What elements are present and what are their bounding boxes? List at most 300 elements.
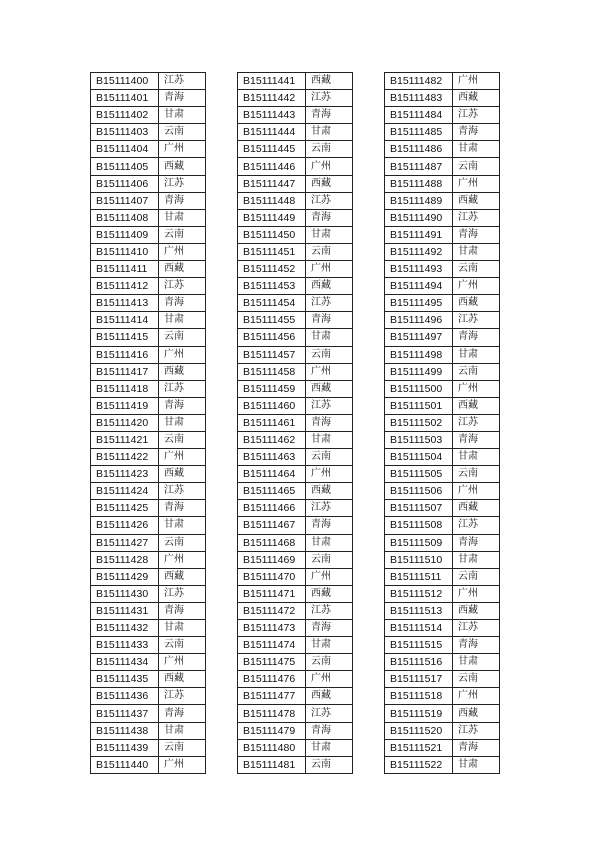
table-row — [385, 397, 500, 414]
table-row — [91, 124, 206, 141]
region-cell: 西藏 — [159, 261, 206, 278]
code-cell: B15111513 — [385, 602, 453, 619]
region-cell: 青海 — [453, 431, 500, 448]
code-cell: B15111438 — [91, 722, 159, 739]
code-cell: B15111516 — [385, 654, 453, 671]
code-cell: B15111434 — [91, 654, 159, 671]
region-cell: 甘肃 — [453, 243, 500, 260]
code-cell: B15111412 — [91, 278, 159, 295]
code-cell: B15111470 — [238, 568, 306, 585]
table-row — [238, 380, 353, 397]
code-cell: B15111464 — [238, 466, 306, 483]
code-cell: B15111410 — [91, 243, 159, 260]
code-cell: B15111494 — [385, 278, 453, 295]
code-cell: B15111424 — [91, 483, 159, 500]
region-cell: 云南 — [159, 124, 206, 141]
table-row — [385, 449, 500, 466]
region-cell: 江苏 — [453, 312, 500, 329]
region-cell: 广州 — [306, 466, 353, 483]
region-cell: 青海 — [159, 397, 206, 414]
table-row — [238, 295, 353, 312]
region-cell: 江苏 — [306, 602, 353, 619]
code-cell: B15111472 — [238, 602, 306, 619]
region-cell: 西藏 — [306, 175, 353, 192]
region-cell: 江苏 — [453, 722, 500, 739]
region-cell: 江苏 — [306, 295, 353, 312]
code-cell: B15111466 — [238, 500, 306, 517]
table-row — [385, 175, 500, 192]
table-row — [91, 73, 206, 90]
code-cell: B15111407 — [91, 192, 159, 209]
code-cell: B15111443 — [238, 107, 306, 124]
code-cell: B15111406 — [91, 175, 159, 192]
code-cell: B15111519 — [385, 705, 453, 722]
region-cell: 江苏 — [159, 688, 206, 705]
code-region-table-3 — [384, 72, 500, 774]
region-cell: 甘肃 — [306, 534, 353, 551]
table-row — [238, 192, 353, 209]
table-row — [91, 90, 206, 107]
table-row — [238, 141, 353, 158]
region-cell: 西藏 — [453, 192, 500, 209]
region-cell: 广州 — [159, 243, 206, 260]
region-cell: 甘肃 — [306, 637, 353, 654]
region-cell: 广州 — [453, 585, 500, 602]
code-cell: B15111458 — [238, 363, 306, 380]
table-row — [91, 585, 206, 602]
code-cell: B15111444 — [238, 124, 306, 141]
region-cell: 甘肃 — [453, 346, 500, 363]
region-cell: 江苏 — [159, 380, 206, 397]
code-cell: B15111418 — [91, 380, 159, 397]
region-cell: 甘肃 — [159, 517, 206, 534]
table-row — [91, 671, 206, 688]
code-cell: B15111505 — [385, 466, 453, 483]
region-cell: 江苏 — [159, 278, 206, 295]
code-cell: B15111474 — [238, 637, 306, 654]
region-cell: 青海 — [159, 705, 206, 722]
table-row — [238, 585, 353, 602]
region-cell: 云南 — [306, 243, 353, 260]
table-row — [385, 483, 500, 500]
region-cell: 甘肃 — [453, 756, 500, 773]
code-cell: B15111441 — [238, 73, 306, 90]
region-cell: 甘肃 — [159, 722, 206, 739]
code-cell: B15111508 — [385, 517, 453, 534]
region-cell: 广州 — [453, 278, 500, 295]
table-row — [91, 175, 206, 192]
code-cell: B15111445 — [238, 141, 306, 158]
region-cell: 江苏 — [159, 175, 206, 192]
code-cell: B15111512 — [385, 585, 453, 602]
region-cell: 青海 — [306, 517, 353, 534]
code-cell: B15111497 — [385, 329, 453, 346]
code-cell: B15111488 — [385, 175, 453, 192]
table-row — [238, 620, 353, 637]
table-row — [385, 107, 500, 124]
region-cell: 广州 — [453, 175, 500, 192]
code-cell: B15111487 — [385, 158, 453, 175]
code-cell: B15111509 — [385, 534, 453, 551]
region-cell: 西藏 — [453, 397, 500, 414]
code-cell: B15111459 — [238, 380, 306, 397]
table-row — [238, 602, 353, 619]
table-row — [238, 637, 353, 654]
region-cell: 青海 — [306, 722, 353, 739]
region-cell: 江苏 — [306, 500, 353, 517]
code-cell: B15111404 — [91, 141, 159, 158]
table-row — [385, 261, 500, 278]
region-cell: 西藏 — [306, 73, 353, 90]
code-cell: B15111423 — [91, 466, 159, 483]
table-row — [91, 312, 206, 329]
region-cell: 江苏 — [306, 192, 353, 209]
code-cell: B15111477 — [238, 688, 306, 705]
table-row — [91, 226, 206, 243]
table-row — [385, 637, 500, 654]
region-cell: 广州 — [453, 73, 500, 90]
code-cell: B15111492 — [385, 243, 453, 260]
table-row — [385, 654, 500, 671]
code-cell: B15111471 — [238, 585, 306, 602]
code-cell: B15111416 — [91, 346, 159, 363]
table-row — [238, 534, 353, 551]
table-row — [91, 141, 206, 158]
region-cell: 广州 — [159, 551, 206, 568]
region-cell: 江苏 — [453, 209, 500, 226]
code-cell: B15111440 — [91, 756, 159, 773]
code-cell: B15111517 — [385, 671, 453, 688]
region-cell: 江苏 — [453, 517, 500, 534]
region-cell: 青海 — [159, 602, 206, 619]
code-cell: B15111479 — [238, 722, 306, 739]
code-cell: B15111421 — [91, 431, 159, 448]
table-row — [91, 397, 206, 414]
table-row — [385, 209, 500, 226]
code-region-table-1 — [90, 72, 206, 774]
region-cell: 西藏 — [306, 585, 353, 602]
table-row — [238, 397, 353, 414]
table-row — [91, 363, 206, 380]
table-row — [91, 346, 206, 363]
region-cell: 西藏 — [159, 671, 206, 688]
code-cell: B15111411 — [91, 261, 159, 278]
code-cell: B15111425 — [91, 500, 159, 517]
code-cell: B15111435 — [91, 671, 159, 688]
region-cell: 云南 — [159, 534, 206, 551]
table-row — [385, 192, 500, 209]
table-row — [385, 466, 500, 483]
region-cell: 云南 — [453, 261, 500, 278]
table-row — [91, 295, 206, 312]
region-cell: 云南 — [159, 431, 206, 448]
region-cell: 西藏 — [453, 90, 500, 107]
table-row — [385, 312, 500, 329]
table-row — [238, 756, 353, 773]
region-cell: 青海 — [306, 312, 353, 329]
table-row — [385, 414, 500, 431]
region-cell: 云南 — [306, 756, 353, 773]
table-row — [238, 739, 353, 756]
region-cell: 云南 — [306, 346, 353, 363]
region-cell: 云南 — [453, 466, 500, 483]
code-cell: B15111501 — [385, 397, 453, 414]
table-row — [91, 637, 206, 654]
region-cell: 广州 — [306, 363, 353, 380]
code-cell: B15111408 — [91, 209, 159, 226]
code-cell: B15111498 — [385, 346, 453, 363]
table-row — [238, 500, 353, 517]
code-cell: B15111456 — [238, 329, 306, 346]
region-cell: 西藏 — [306, 483, 353, 500]
region-cell: 青海 — [453, 124, 500, 141]
code-cell: B15111428 — [91, 551, 159, 568]
region-cell: 甘肃 — [306, 431, 353, 448]
code-cell: B15111483 — [385, 90, 453, 107]
region-cell: 青海 — [159, 90, 206, 107]
code-cell: B15111452 — [238, 261, 306, 278]
code-cell: B15111481 — [238, 756, 306, 773]
region-cell: 广州 — [306, 261, 353, 278]
table-row — [91, 517, 206, 534]
table-row — [238, 226, 353, 243]
code-cell: B15111465 — [238, 483, 306, 500]
code-cell: B15111520 — [385, 722, 453, 739]
table-row — [385, 226, 500, 243]
region-cell: 广州 — [159, 654, 206, 671]
code-cell: B15111493 — [385, 261, 453, 278]
table-row — [238, 73, 353, 90]
region-cell: 西藏 — [453, 295, 500, 312]
region-cell: 青海 — [159, 192, 206, 209]
region-cell: 青海 — [453, 739, 500, 756]
region-cell: 甘肃 — [453, 654, 500, 671]
table-row — [385, 243, 500, 260]
code-cell: B15111439 — [91, 739, 159, 756]
region-cell: 广州 — [159, 449, 206, 466]
table-row — [91, 107, 206, 124]
region-cell: 云南 — [453, 671, 500, 688]
table-row — [385, 329, 500, 346]
region-cell: 青海 — [306, 209, 353, 226]
region-cell: 甘肃 — [306, 124, 353, 141]
code-cell: B15111468 — [238, 534, 306, 551]
table-row — [91, 466, 206, 483]
table-row — [385, 363, 500, 380]
table-row — [385, 278, 500, 295]
table-row — [238, 278, 353, 295]
table-row — [91, 278, 206, 295]
region-cell: 西藏 — [306, 688, 353, 705]
code-cell: B15111506 — [385, 483, 453, 500]
region-cell: 广州 — [453, 483, 500, 500]
table-row — [91, 654, 206, 671]
region-cell: 云南 — [306, 141, 353, 158]
table-row — [385, 739, 500, 756]
table-row — [238, 431, 353, 448]
table-row — [238, 107, 353, 124]
code-cell: B15111427 — [91, 534, 159, 551]
table-row — [238, 243, 353, 260]
region-cell: 青海 — [306, 414, 353, 431]
table-row — [385, 705, 500, 722]
code-cell: B15111422 — [91, 449, 159, 466]
code-cell: B15111518 — [385, 688, 453, 705]
region-cell: 西藏 — [306, 278, 353, 295]
code-cell: B15111486 — [385, 141, 453, 158]
table-row — [238, 175, 353, 192]
table-row — [385, 73, 500, 90]
region-cell: 广州 — [159, 346, 206, 363]
code-cell: B15111521 — [385, 739, 453, 756]
region-cell: 江苏 — [159, 73, 206, 90]
table-row — [385, 517, 500, 534]
table-row — [385, 346, 500, 363]
table-row — [91, 551, 206, 568]
table-row — [385, 534, 500, 551]
table-row — [91, 602, 206, 619]
code-cell: B15111457 — [238, 346, 306, 363]
code-cell: B15111511 — [385, 568, 453, 585]
code-cell: B15111482 — [385, 73, 453, 90]
code-cell: B15111522 — [385, 756, 453, 773]
region-cell: 甘肃 — [159, 107, 206, 124]
code-cell: B15111476 — [238, 671, 306, 688]
region-cell: 青海 — [453, 329, 500, 346]
table-row — [385, 500, 500, 517]
region-cell: 广州 — [159, 756, 206, 773]
region-cell: 云南 — [306, 551, 353, 568]
region-cell: 甘肃 — [159, 414, 206, 431]
code-cell: B15111467 — [238, 517, 306, 534]
region-cell: 江苏 — [453, 414, 500, 431]
code-cell: B15111496 — [385, 312, 453, 329]
table-row — [238, 449, 353, 466]
code-cell: B15111507 — [385, 500, 453, 517]
region-cell: 青海 — [453, 534, 500, 551]
code-cell: B15111413 — [91, 295, 159, 312]
table-row — [238, 209, 353, 226]
code-cell: B15111480 — [238, 739, 306, 756]
region-cell: 西藏 — [159, 466, 206, 483]
region-cell: 青海 — [306, 107, 353, 124]
table-row — [91, 192, 206, 209]
code-cell: B15111400 — [91, 73, 159, 90]
region-cell: 云南 — [159, 637, 206, 654]
table-row — [385, 295, 500, 312]
code-cell: B15111514 — [385, 620, 453, 637]
code-cell: B15111450 — [238, 226, 306, 243]
region-cell: 云南 — [159, 226, 206, 243]
region-cell: 江苏 — [159, 585, 206, 602]
region-cell: 西藏 — [306, 380, 353, 397]
table-row — [238, 329, 353, 346]
code-cell: B15111491 — [385, 226, 453, 243]
region-cell: 江苏 — [159, 483, 206, 500]
region-cell: 甘肃 — [159, 209, 206, 226]
table-row — [385, 585, 500, 602]
code-cell: B15111499 — [385, 363, 453, 380]
code-cell: B15111451 — [238, 243, 306, 260]
code-region-table-2 — [237, 72, 353, 774]
code-cell: B15111460 — [238, 397, 306, 414]
code-cell: B15111469 — [238, 551, 306, 568]
region-cell: 西藏 — [453, 500, 500, 517]
region-cell: 甘肃 — [306, 329, 353, 346]
region-cell: 江苏 — [306, 397, 353, 414]
code-cell: B15111417 — [91, 363, 159, 380]
code-cell: B15111485 — [385, 124, 453, 141]
table-row — [91, 756, 206, 773]
table-row — [238, 551, 353, 568]
region-cell: 青海 — [453, 637, 500, 654]
table-row — [385, 568, 500, 585]
region-cell: 西藏 — [453, 602, 500, 619]
table-row — [91, 158, 206, 175]
region-cell: 广州 — [306, 158, 353, 175]
table-row — [238, 90, 353, 107]
table-row — [238, 414, 353, 431]
code-cell: B15111489 — [385, 192, 453, 209]
code-cell: B15111453 — [238, 278, 306, 295]
table-row — [385, 602, 500, 619]
table-row — [91, 380, 206, 397]
region-cell: 甘肃 — [306, 739, 353, 756]
table-row — [238, 466, 353, 483]
region-cell: 云南 — [306, 654, 353, 671]
code-cell: B15111446 — [238, 158, 306, 175]
code-cell: B15111495 — [385, 295, 453, 312]
code-cell: B15111437 — [91, 705, 159, 722]
table-row — [238, 312, 353, 329]
table-row — [91, 739, 206, 756]
table-row — [385, 90, 500, 107]
code-cell: B15111442 — [238, 90, 306, 107]
region-cell: 云南 — [453, 158, 500, 175]
code-cell: B15111430 — [91, 585, 159, 602]
region-cell: 青海 — [453, 226, 500, 243]
table-row — [91, 500, 206, 517]
region-cell: 云南 — [159, 739, 206, 756]
code-cell: B15111403 — [91, 124, 159, 141]
code-cell: B15111515 — [385, 637, 453, 654]
table-row — [91, 483, 206, 500]
code-cell: B15111448 — [238, 192, 306, 209]
code-cell: B15111447 — [238, 175, 306, 192]
table-row — [91, 329, 206, 346]
code-cell: B15111510 — [385, 551, 453, 568]
region-cell: 西藏 — [159, 158, 206, 175]
code-cell: B15111503 — [385, 431, 453, 448]
table-row — [385, 722, 500, 739]
code-cell: B15111415 — [91, 329, 159, 346]
code-cell: B15111490 — [385, 209, 453, 226]
table-row — [91, 209, 206, 226]
code-cell: B15111433 — [91, 637, 159, 654]
table-row — [91, 449, 206, 466]
table-row — [238, 517, 353, 534]
code-cell: B15111420 — [91, 414, 159, 431]
code-cell: B15111405 — [91, 158, 159, 175]
region-cell: 广州 — [306, 671, 353, 688]
table-row — [385, 756, 500, 773]
code-cell: B15111436 — [91, 688, 159, 705]
table-row — [238, 568, 353, 585]
code-cell: B15111419 — [91, 397, 159, 414]
region-cell: 广州 — [453, 688, 500, 705]
code-cell: B15111475 — [238, 654, 306, 671]
code-cell: B15111431 — [91, 602, 159, 619]
